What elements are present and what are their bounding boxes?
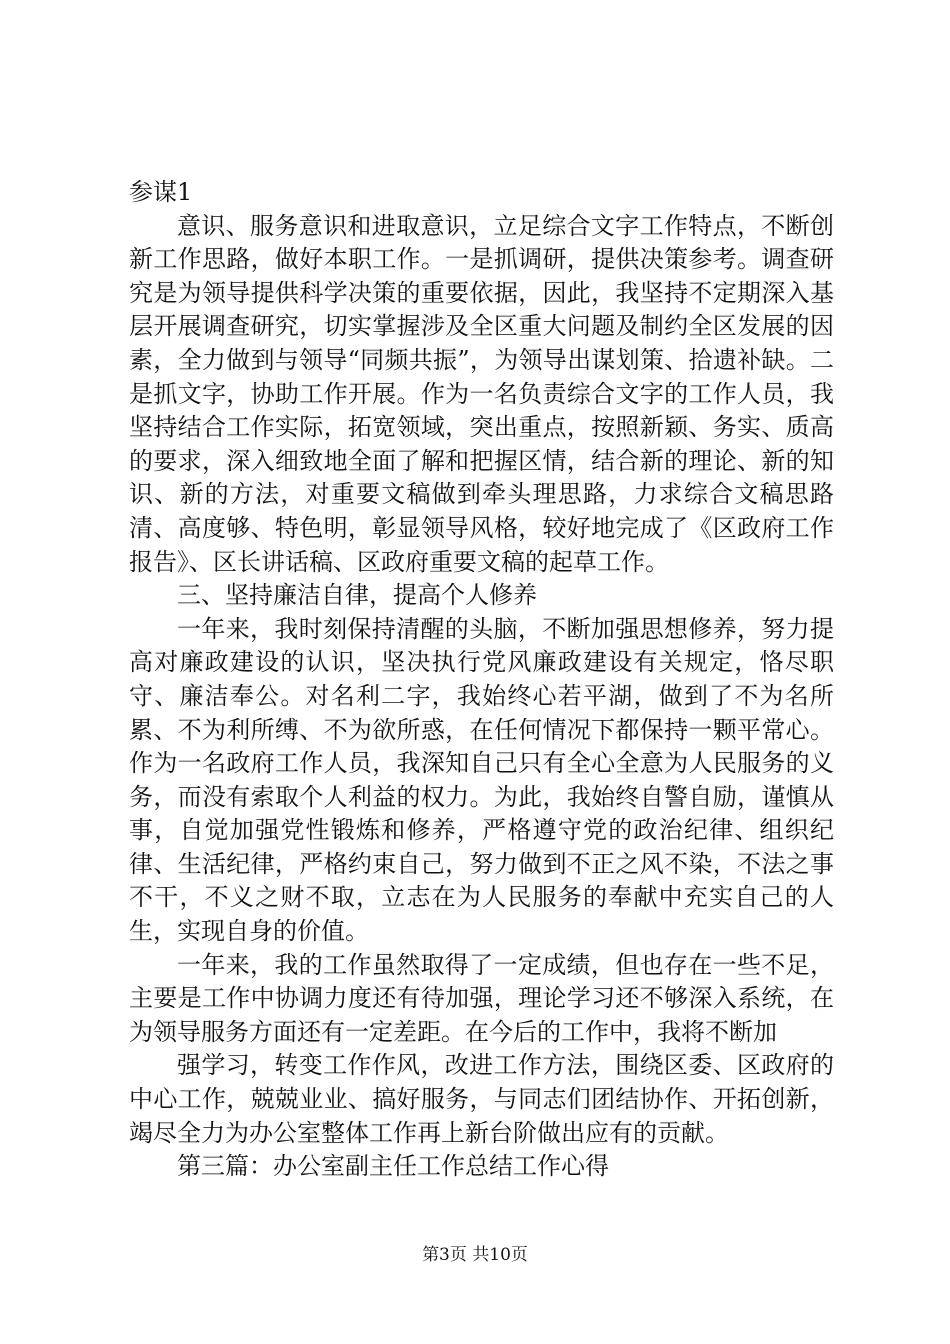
section-heading: 参谋1 [129, 178, 193, 206]
chapter-title: 第三篇：办公室副主任工作总结工作心得 [177, 1152, 609, 1181]
paragraph-3: 一年来，我的工作虽然取得了一定成绩，但也存在一些不足，主要是工作中协调力度还有待加强，理论学习还不够深入系统，在为领导服务方面还有一定差距。在今后的工作中，我将不断加 [129, 950, 834, 1046]
paragraph-1: 意识、服务意识和进取意识，立足综合文字工作特点，不断创新工作思路，做好本职工作。一是抓调研，提供决策参考。调查研究是为领导提供科学决策的重要依据，因此，我坚持不定期深入基层开展调查研究，切实掌握涉及全区重大问题及制约全区发展的因素，全力做到与领导“同频共振”，为领导出谋划策、拾遗补缺。二是抓文字，协助工作开展。作为一名负责综合文字的工作人员，我坚持结合工作实际，拓宽领域，突出重点，按照新颖、务实、质高的要求，深入细致地全面了解和把握区情，结合新的理论、新的知识、新的方法，对重要文稿做到牵头理思路，力求综合文稿思路清、高度够、特色明，彰显领导风格，较好地完成了《区政府工作报告》、区长讲话稿、区政府重要文稿的起草工作。 [129, 211, 834, 576]
page-number: 第3页 共10页 [422, 1245, 528, 1265]
page-footer [0, 1244, 950, 1266]
paragraph-4: 强学习，转变工作作风，改进工作方法，围绕区委、区政府的中心工作，兢兢业业、搞好服务，与同志们团结协作、开拓创新，竭尽全力为办公室整体工作再上新台阶做出应有的贡献。 [129, 1051, 834, 1147]
section-title-3: 三、坚持廉洁自律，提高个人修养 [177, 581, 537, 610]
document-body [129, 176, 834, 1184]
paragraph-2: 一年来，我时刻保持清醒的头脑，不断加强思想修养，努力提高对廉政建设的认识，坚决执行党风廉政建设有关规定，恪尽职守、廉洁奉公。对名利二字，我始终心若平湖，做到了不为名所累、不为利所缚、不为欲所惑，在任何情况下都保持一颗平常心。作为一名政府工作人员，我深知自己只有全心全意为人民服务的义务，而没有索取个人利益的权力。为此，我始终自警自励，谨慎从事，自觉加强党性锻炼和修养，严格遵守党的政治纪律、组织纪律、生活纪律，严格约束自己，努力做到不正之风不染，不法之事不干，不义之财不取，立志在为人民服务的奉献中充实自己的人生，实现自身的价值。 [129, 614, 834, 946]
